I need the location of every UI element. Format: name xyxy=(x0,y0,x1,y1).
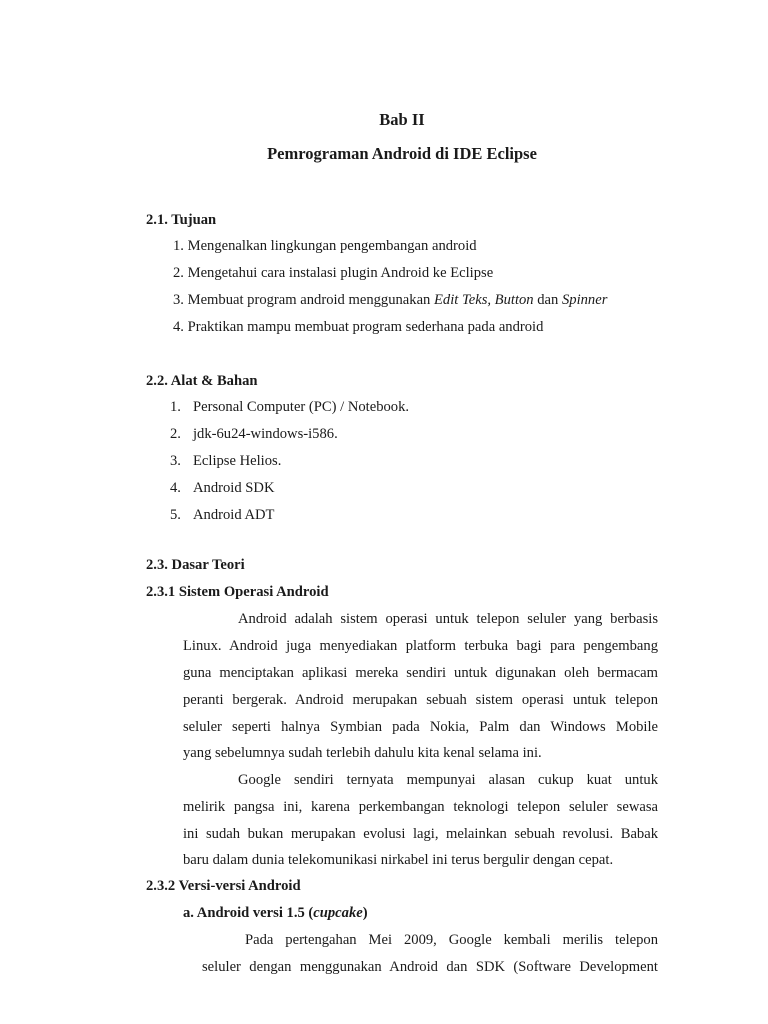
subsection-a-text: a. Android versi 1.5 ( xyxy=(183,905,314,921)
paragraph-line: Android adalah sistem operasi untuk telepon seluler yang berbasis xyxy=(238,611,658,627)
paragraph-line: seluler seperti halnya Symbian pada Nokia, Palm dan Windows Mobile xyxy=(183,719,658,735)
paragraph-line: yang sebelumnya sudah terlebih dahulu kita kenal selama ini. xyxy=(183,745,542,761)
chapter-title: Pemrograman Android di IDE Eclipse xyxy=(267,144,537,163)
paragraph-line: Pada pertengahan Mei 2009, Google kembali merilis telepon xyxy=(245,932,658,948)
subsection-a-heading xyxy=(183,905,368,923)
paragraph-line: melirik pangsa ini, karena perkembangan teknologi telepon seluler sewasa xyxy=(183,799,658,815)
goal-item: 1. Mengenalkan lingkungan pengembangan android xyxy=(173,238,477,254)
section-2-3-1-heading: 2.3.1 Sistem Operasi Android xyxy=(146,584,329,600)
tool-number: 3. xyxy=(170,453,181,469)
chapter-label: Bab II xyxy=(379,110,425,129)
paragraph-line: peranti bergerak. Android merupakan sebuah sistem operasi untuk telepon xyxy=(183,692,658,708)
tool-item: jdk-6u24-windows-i586. xyxy=(193,426,338,442)
paragraph-line: Google sendiri ternyata mempunyai alasan cukup kuat untuk xyxy=(238,772,658,788)
subsection-a-emphasis: cupcake xyxy=(313,905,363,921)
paragraph-line: Linux. Android juga menyediakan platform terbuka bagi para pengembang xyxy=(183,638,658,654)
section-2-3-2-heading: 2.3.2 Versi-versi Android xyxy=(146,878,301,894)
subsection-a-text: ) xyxy=(362,905,368,921)
paragraph-line: guna menciptakan aplikasi mereka sendiri untuk digunakan oleh bermacam xyxy=(183,665,658,681)
goal-item-emphasis: Edit Teks, Button xyxy=(434,292,534,308)
goal-item xyxy=(173,292,607,310)
section-2-1-heading: 2.1. Tujuan xyxy=(146,212,217,228)
tool-number: 1. xyxy=(170,399,181,415)
section-2-3-heading: 2.3. Dasar Teori xyxy=(146,557,245,573)
tool-number: 2. xyxy=(170,426,181,442)
section-2-2-heading: 2.2. Alat & Bahan xyxy=(146,373,258,389)
paragraph-line: ini sudah bukan merupakan evolusi lagi, melainkan sebuah revolusi. Babak xyxy=(183,826,658,842)
tool-number: 4. xyxy=(170,480,181,496)
tool-item: Android SDK xyxy=(193,480,275,496)
goal-item-emphasis: Spinner xyxy=(561,292,608,308)
tool-number: 5. xyxy=(170,507,181,523)
tool-item: Android ADT xyxy=(193,507,275,523)
tool-item: Personal Computer (PC) / Notebook. xyxy=(193,399,410,415)
goal-item: 2. Mengetahui cara instalasi plugin Android ke Eclipse xyxy=(173,265,494,281)
paragraph-line: seluler dengan menggunakan Android dan SDK (Software Development xyxy=(202,959,658,975)
goal-item-text: dan xyxy=(533,292,562,308)
paragraph-line: baru dalam dunia telekomunikasi nirkabel ini terus bergulir dengan cepat. xyxy=(183,852,614,868)
goal-item-text: 3. Membuat program android menggunakan xyxy=(173,292,434,308)
goal-item: 4. Praktikan mampu membuat program sederhana pada android xyxy=(173,319,544,335)
tool-item: Eclipse Helios. xyxy=(193,453,282,469)
